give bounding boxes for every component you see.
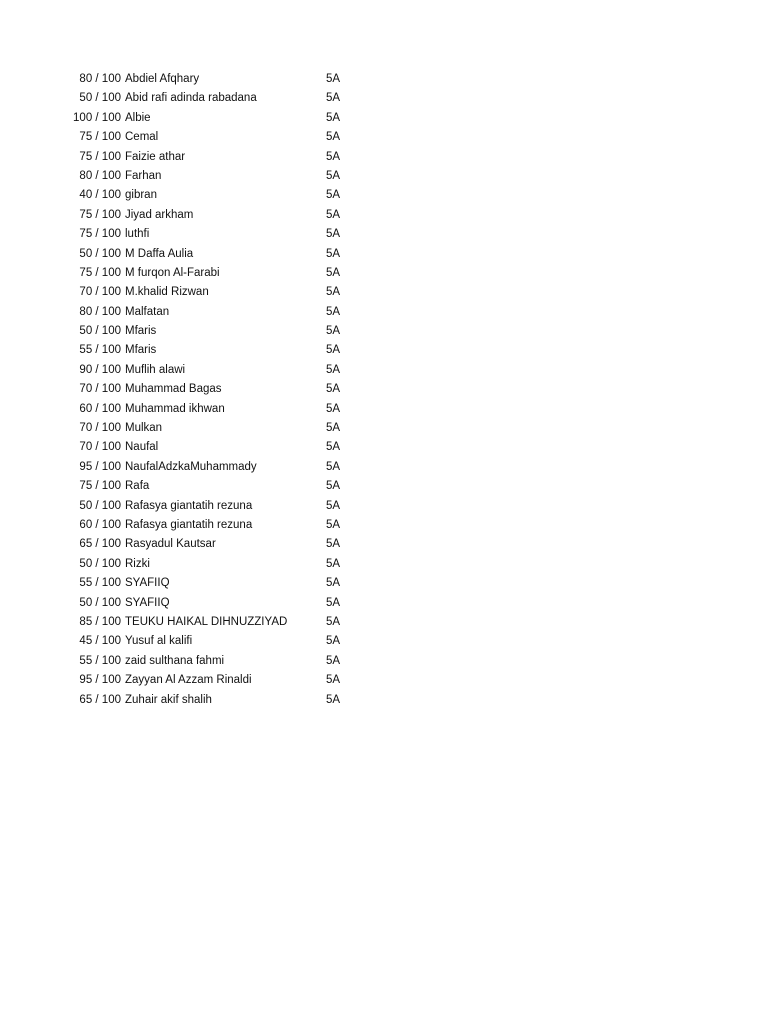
student-name-cell: Rasyadul Kautsar [125,538,216,551]
table-row [0,109,768,128]
score-cell: 70 / 100 [79,286,121,299]
table-row [0,380,768,399]
table-row [0,613,768,632]
score-cell: 50 / 100 [79,247,121,260]
student-name-cell: Rafasya giantatih rezuna [125,518,253,531]
student-name-cell: M furqon Al-Farabi [125,266,220,279]
student-name-cell: SYAFIIQ [125,596,170,609]
class-cell: 5A [326,654,341,667]
table-row [0,322,768,341]
class-cell: 5A [326,92,341,105]
table-row [0,652,768,671]
class-cell: 5A [326,402,341,415]
table-row [0,225,768,244]
student-name-cell: M Daffa Aulia [125,247,194,260]
score-cell: 75 / 100 [79,480,121,493]
table-row [0,245,768,264]
student-name-cell: Muhammad Bagas [125,383,222,396]
student-name-cell: M.khalid Rizwan [125,286,209,299]
score-cell: 60 / 100 [79,402,121,415]
class-cell: 5A [326,693,341,706]
score-cell: 70 / 100 [79,422,121,435]
class-cell: 5A [326,150,341,163]
student-name-cell: Mulkan [125,422,163,435]
student-name-cell: Jiyad arkham [125,208,194,221]
table-row [0,70,768,89]
table-row [0,671,768,690]
student-name-cell: Malfatan [125,305,170,318]
score-cell: 60 / 100 [79,518,121,531]
student-name-cell: Muflih alawi [125,363,186,376]
table-row [0,438,768,457]
table-row [0,206,768,225]
score-cell: 95 / 100 [79,674,121,687]
score-cell: 80 / 100 [79,305,121,318]
score-cell: 70 / 100 [79,383,121,396]
student-name-cell: Yusuf al kalifi [125,635,193,648]
class-cell: 5A [326,111,341,124]
table-row [0,535,768,554]
score-sheet [0,70,768,710]
student-name-cell: NaufalAdzkaMuhammady [125,460,257,473]
class-cell: 5A [326,73,341,85]
student-name-cell: zaid sulthana fahmi [125,654,225,667]
table-row [0,167,768,186]
table-row [0,264,768,283]
class-cell: 5A [326,674,341,687]
class-cell: 5A [326,266,341,279]
score-cell: 85 / 100 [79,615,121,628]
score-cell: 75 / 100 [79,150,121,163]
class-cell: 5A [326,441,341,454]
student-name-cell: luthfi [125,228,150,241]
student-name-cell: Muhammad ikhwan [125,402,225,415]
score-cell: 50 / 100 [79,499,121,512]
class-cell: 5A [326,499,341,512]
table-row [0,283,768,302]
score-cell: 40 / 100 [79,189,121,202]
score-cell: 50 / 100 [79,557,121,570]
student-name-cell: Mfaris [125,325,157,338]
student-name-cell: Cemal [125,131,159,144]
score-cell: 100 / 100 [73,111,121,124]
table-row [0,89,768,108]
class-cell: 5A [326,596,341,609]
score-cell: 50 / 100 [79,325,121,338]
score-cell: 75 / 100 [79,266,121,279]
student-name-cell: Naufal [125,441,159,454]
student-name-cell: gibran [125,189,157,202]
table-row [0,574,768,593]
score-cell: 80 / 100 [79,169,121,182]
table-row [0,516,768,535]
student-name-cell: SYAFIIQ [125,577,170,590]
table-row [0,497,768,516]
class-cell: 5A [326,480,341,493]
table-row [0,128,768,147]
score-cell: 65 / 100 [79,538,121,551]
student-name-cell: Rafasya giantatih rezuna [125,499,253,512]
score-cell: 75 / 100 [79,131,121,144]
table-row [0,341,768,360]
class-cell: 5A [326,538,341,551]
student-name-cell: Farhan [125,169,162,182]
class-cell: 5A [326,169,341,182]
score-cell: 75 / 100 [79,228,121,241]
student-name-cell: Rafa [125,480,150,493]
class-cell: 5A [326,577,341,590]
student-name-cell: Abid rafi adinda rabadana [125,92,257,105]
student-name-cell: TEUKU HAIKAL DIHNUZZIYAD [125,615,288,628]
score-cell: 80 / 100 [79,73,121,85]
class-cell: 5A [326,208,341,221]
score-cell: 50 / 100 [79,92,121,105]
class-cell: 5A [326,247,341,260]
student-name-cell: Abdiel Afqhary [125,73,200,85]
table-row [0,458,768,477]
class-cell: 5A [326,422,341,435]
score-cell: 55 / 100 [79,344,121,357]
score-cell: 70 / 100 [79,441,121,454]
student-name-cell: Faizie athar [125,150,186,163]
class-cell: 5A [326,344,341,357]
student-name-cell: Zayyan Al Azzam Rinaldi [125,674,252,687]
class-cell: 5A [326,383,341,396]
score-cell: 55 / 100 [79,577,121,590]
score-cell: 50 / 100 [79,596,121,609]
class-cell: 5A [326,189,341,202]
table-row [0,691,768,710]
table-row [0,361,768,380]
class-cell: 5A [326,518,341,531]
table-row [0,632,768,651]
student-name-cell: Albie [125,111,151,124]
student-name-cell: Mfaris [125,344,157,357]
class-cell: 5A [326,305,341,318]
class-cell: 5A [326,557,341,570]
class-cell: 5A [326,131,341,144]
table-row [0,419,768,438]
score-cell: 55 / 100 [79,654,121,667]
score-cell: 95 / 100 [79,460,121,473]
table-row [0,477,768,496]
table-row [0,303,768,322]
class-cell: 5A [326,286,341,299]
score-cell: 65 / 100 [79,693,121,706]
table-row [0,555,768,574]
table-row [0,400,768,419]
student-name-cell: Zuhair akif shalih [125,693,212,706]
student-name-cell: Rizki [125,557,150,570]
class-cell: 5A [326,460,341,473]
class-cell: 5A [326,635,341,648]
table-row [0,186,768,205]
score-cell: 75 / 100 [79,208,121,221]
table-row [0,148,768,167]
class-cell: 5A [326,615,341,628]
score-cell: 90 / 100 [79,363,121,376]
class-cell: 5A [326,363,341,376]
table-row [0,594,768,613]
class-cell: 5A [326,325,341,338]
score-cell: 45 / 100 [79,635,121,648]
class-cell: 5A [326,228,341,241]
